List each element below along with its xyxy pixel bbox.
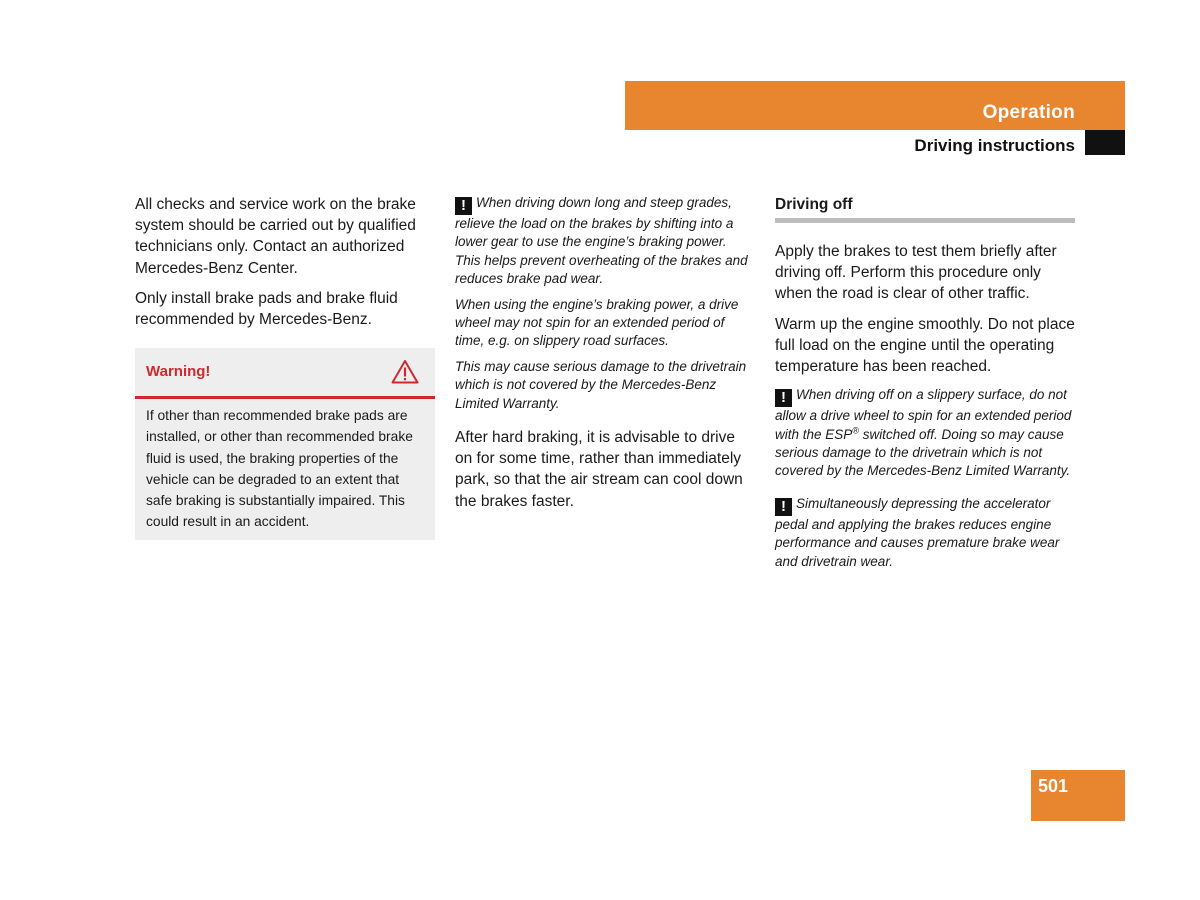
exclamation-icon: ! <box>775 389 792 407</box>
subsection-title: Driving instructions <box>914 136 1075 155</box>
exclamation-icon: ! <box>775 498 792 516</box>
note-accelerator-text: Simultaneously depressing the accelerator pedal and applying the brakes reduces engine performance and causes premature brake wear and drivetrain wear. <box>775 495 1060 569</box>
note-slippery-surface <box>775 386 1075 481</box>
paragraph-hard-braking: After hard braking, it is advisable to drive on for some time, rather than immediately park, so that the air stream can cool down the brakes faster. <box>455 429 743 510</box>
note-accelerator-brakes <box>775 495 1075 571</box>
note-slippery-text-b: switched off. Doing so may cause serious damage to the drivetrain which is not covered by the Mercedes-Benz Limited Warranty. <box>775 426 1071 479</box>
exclamation-icon: ! <box>455 197 472 215</box>
note-drivetrain-damage: This may cause serious damage to the drivetrain which is not covered by the Mercedes-Benz Limited Warranty. <box>455 358 747 411</box>
page-number: 501 <box>1038 776 1069 796</box>
section-title: Operation <box>982 102 1075 123</box>
page-number-box <box>1031 770 1125 821</box>
paragraph-warm-up: Warm up the engine smoothly. Do not place full load on the engine until the operating temperature has been reached. <box>775 315 1075 376</box>
registered-mark: ® <box>852 425 859 436</box>
paragraph-brake-pads: Only install brake pads and brake fluid recommended by Mercedes-Benz. <box>135 289 398 329</box>
column-1 <box>135 194 435 540</box>
note-slippery-text-a: When driving off on a slippery surface, do not allow a drive wheel to spin for an extended period with the ESP <box>775 387 1072 442</box>
note-engine-braking: When using the engine’s braking power, a drive wheel may not spin for an extended period of time, e.g. on slippery road surfaces. <box>455 296 739 349</box>
warning-label: Warning! <box>146 363 211 381</box>
heading-driving-off: Driving off <box>775 194 1075 223</box>
warning-header <box>135 348 435 399</box>
section-marker <box>1085 130 1125 155</box>
column-3 <box>775 194 1075 578</box>
warning-text: If other than recommended brake pads are installed, or other than recommended brake fluid is used, the braking properties of the vehicle can be degraded to an extent that safe braking is substantially impaired. This could result in an accident. <box>146 408 413 530</box>
note-steep-grades <box>455 194 755 289</box>
note-steep-grades-text: When driving down long and steep grades, relieve the load on the brakes by shifting into a lower gear to use the engine’s braking power. This helps prevent overheating of the brakes and reduces brake pad wear. <box>455 195 748 287</box>
column-2 <box>455 194 755 521</box>
warning-box <box>135 348 435 540</box>
paragraph-service-work: All checks and service work on the brake system should be carried out by qualified technicians only. Contact an authorized Mercedes-Benz Center. <box>135 196 416 277</box>
warning-triangle-icon <box>391 359 419 384</box>
paragraph-test-brakes: Apply the brakes to test them briefly after driving off. Perform this procedure only when the road is clear of other traffic. <box>775 243 1057 303</box>
